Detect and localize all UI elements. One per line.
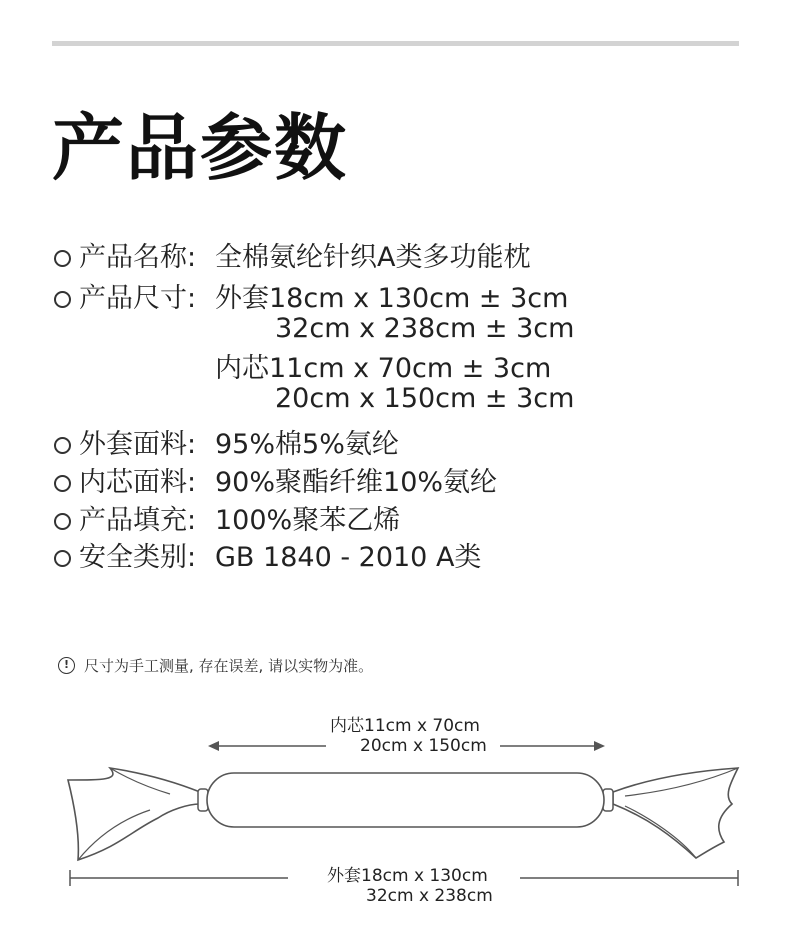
note-text: 尺寸为手工测量, 存在误差, 请以实物为准。 <box>84 657 374 675</box>
left-wrapper-flap <box>68 768 200 860</box>
circle-bullet-icon <box>54 550 71 567</box>
outer-dimension-label-1: 外套18cm x 130cm <box>327 866 488 886</box>
spec-label: 产品尺寸: <box>79 283 197 314</box>
spec-label: 内芯面料: <box>79 467 197 498</box>
inner-dimension-label-1: 内芯11cm x 70cm <box>330 716 480 736</box>
pillow-body <box>207 773 604 827</box>
spec-value-continuation: 32cm x 238cm ± 3cm <box>275 313 575 344</box>
circle-bullet-icon <box>54 475 71 492</box>
exclamation-circle-icon: ! <box>58 657 75 674</box>
circle-bullet-icon <box>54 437 71 454</box>
spec-label: 产品填充: <box>79 505 197 536</box>
circle-bullet-icon <box>54 513 71 530</box>
spec-value: 95%棉5%氨纶 <box>215 429 399 460</box>
spec-value-continuation: 20cm x 150cm ± 3cm <box>275 383 575 414</box>
page-title: 产品参数 <box>52 106 349 190</box>
spec-value: 90%聚酯纤维10%氨纶 <box>215 467 498 498</box>
circle-bullet-icon <box>54 250 71 267</box>
spec-value: 100%聚苯乙烯 <box>215 505 401 536</box>
spec-value: 外套18cm x 130cm ± 3cm <box>215 283 569 314</box>
right-wrapper-flap <box>613 768 738 858</box>
spec-label: 外套面料: <box>79 429 197 460</box>
spec-value: 内芯11cm x 70cm ± 3cm <box>215 353 552 384</box>
pillow-dimension-diagram <box>0 700 790 942</box>
spec-label: 产品名称: <box>79 242 197 273</box>
circle-bullet-icon <box>54 291 71 308</box>
inner-dimension-label-2: 20cm x 150cm <box>360 736 487 756</box>
spec-value: 全棉氨纶针织A类多功能枕 <box>215 242 531 273</box>
spec-label: 安全类别: <box>79 542 197 573</box>
outer-dimension-label-2: 32cm x 238cm <box>366 886 493 906</box>
top-divider <box>52 41 739 46</box>
spec-value: GB 1840 - 2010 A类 <box>215 542 482 573</box>
